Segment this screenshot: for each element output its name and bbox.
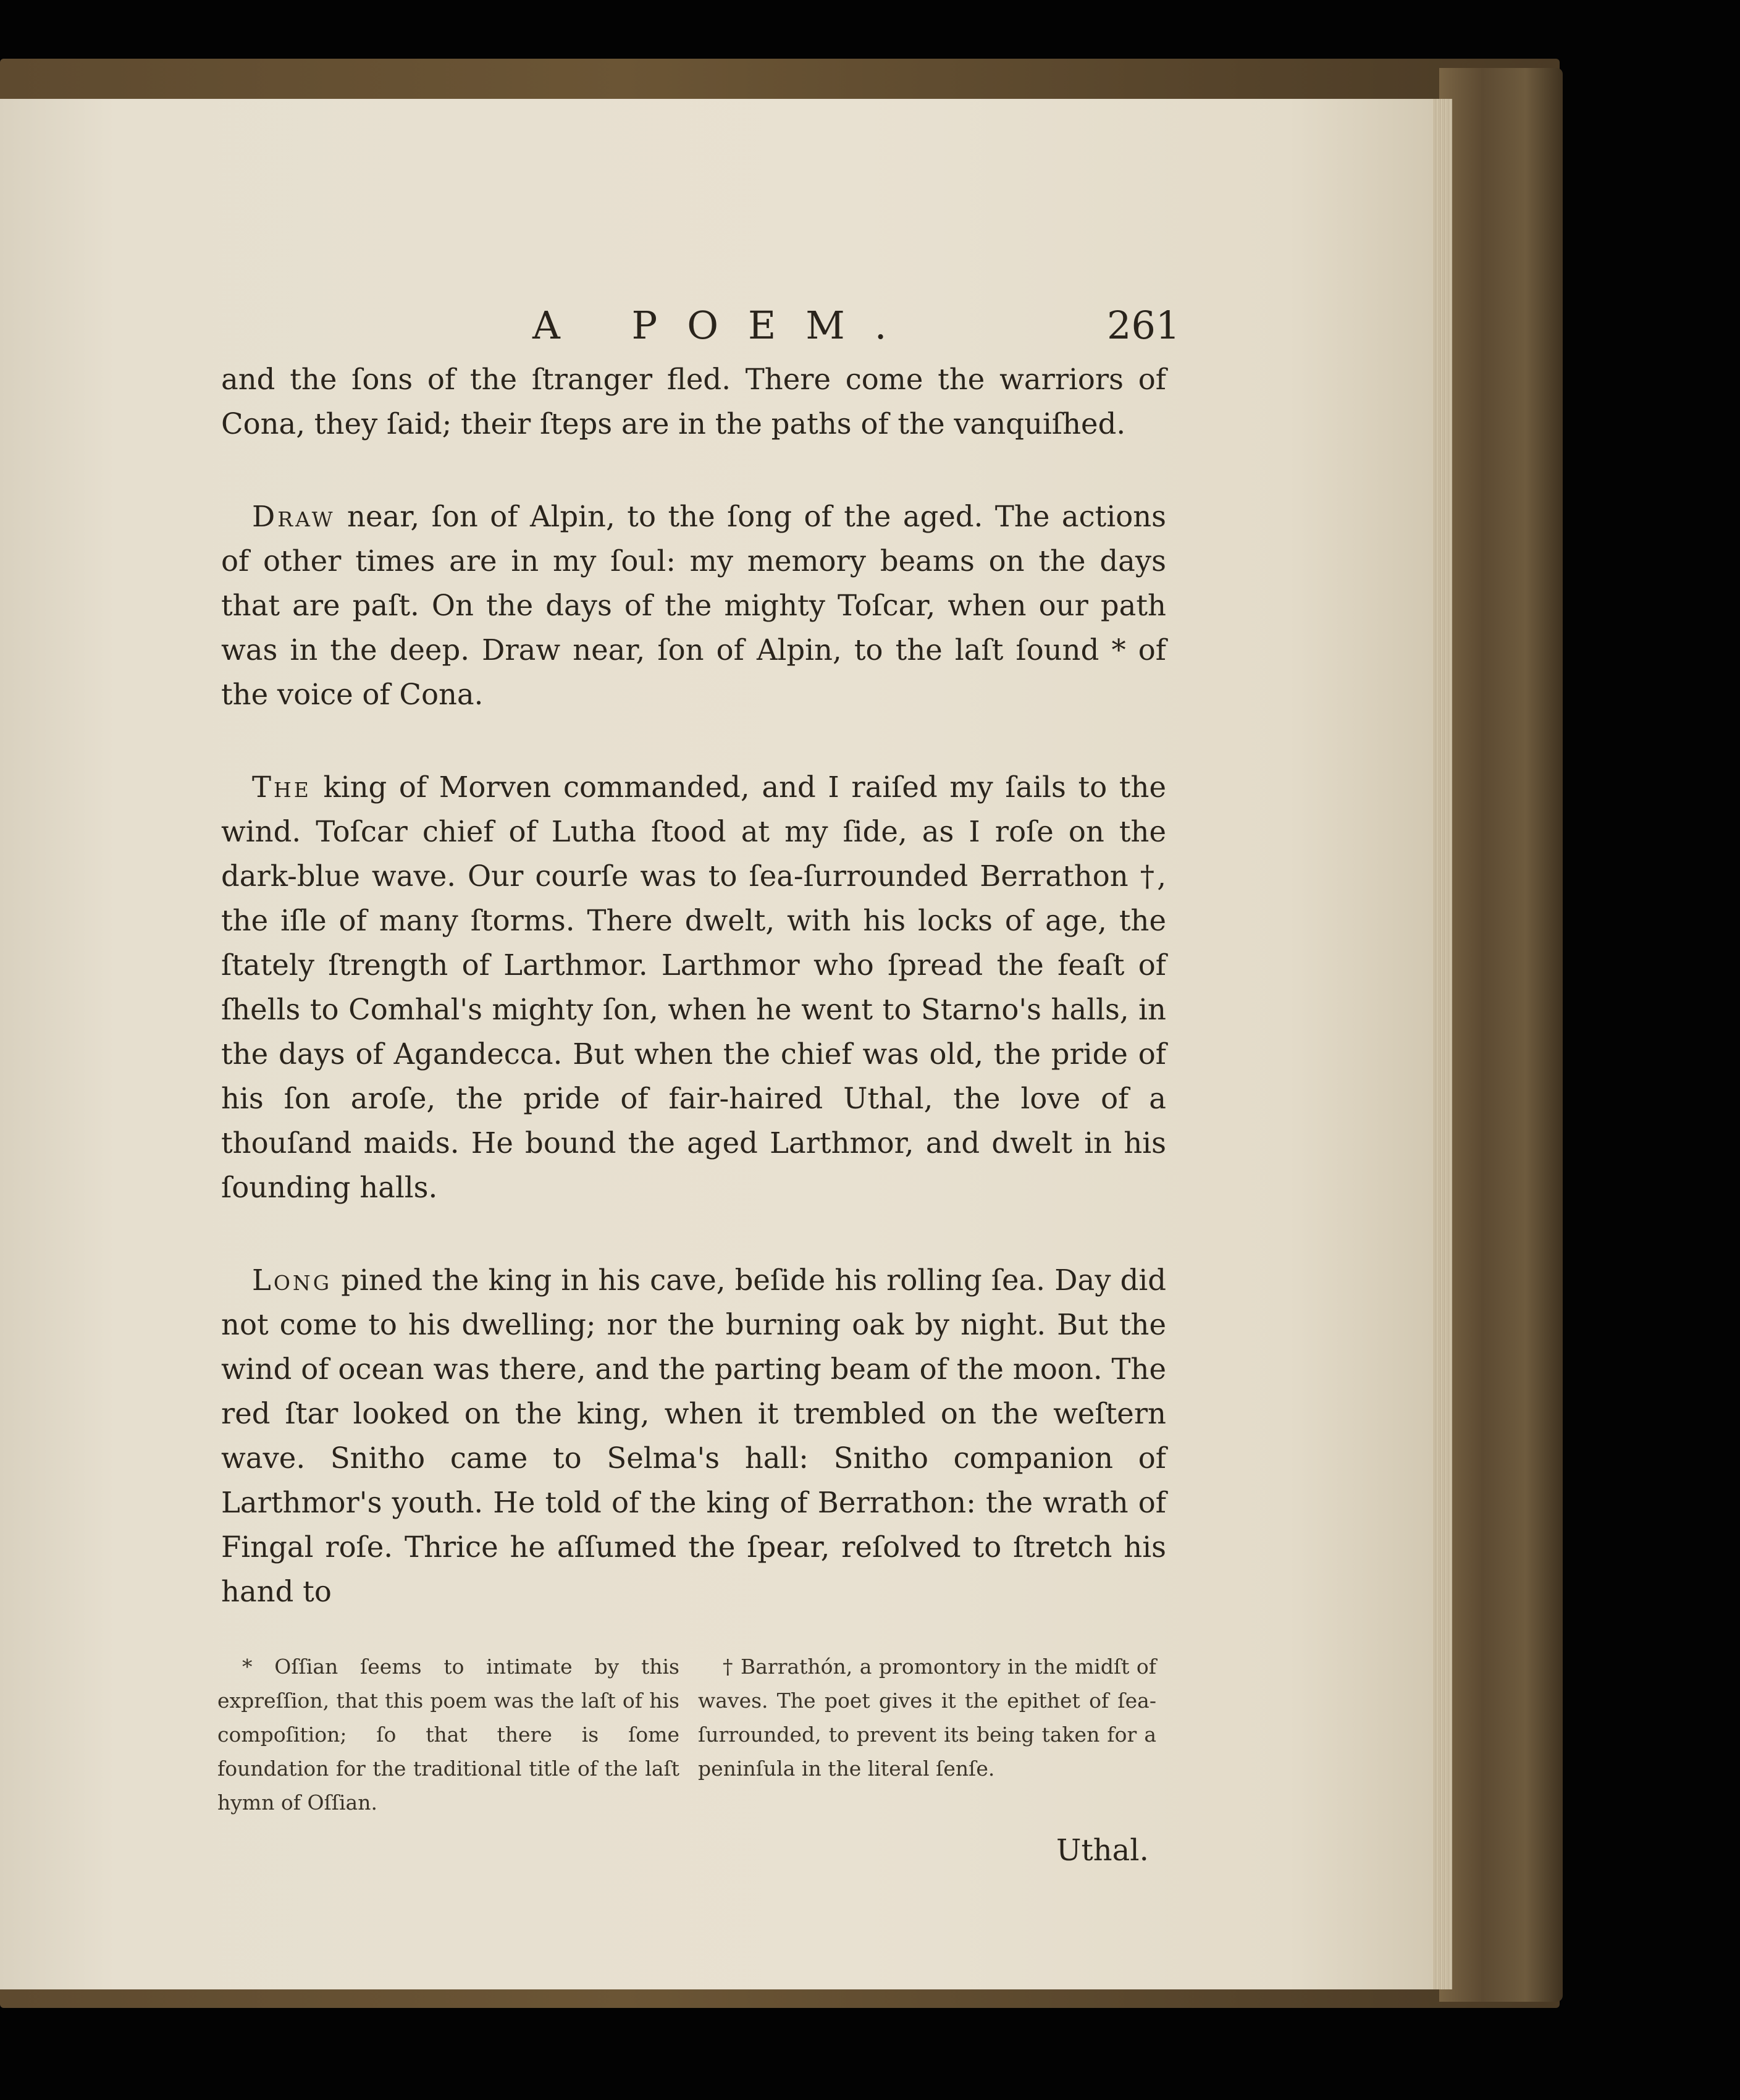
paragraph <box>221 1258 1166 1614</box>
paragraph-text: and the ſons of the ſtranger fled. There come the warriors of Cona, they ſaid; their ſteps are in the paths of the vanquiſhed. <box>221 363 1166 441</box>
paragraph <box>221 494 1166 717</box>
book-cover-edge <box>1439 68 1563 2002</box>
book-page <box>0 99 1433 1989</box>
page-edges <box>1430 99 1452 1989</box>
paragraph-text: near, ſon of Alpin, to the ſong of the aged. The actions of other times are in my ſoul: my memory beams on the days that are paſt. On the days of the mighty Toſcar, when our path was in the deep. Draw near, ſon of Alpin, to the laſt ſound * of the voice of Cona. <box>221 500 1166 711</box>
body-text <box>221 357 1166 1614</box>
paragraph-text: pined the king in his cave, beſide his rolling ſea. Day did not come to his dwelling; nor the burning oak by night. But the wind of ocean was there, and the parting beam of the moon. The red ſtar looked on the king, when it trembled on the weſtern wave. Snitho came to Selma's hall: Snitho companion of Larthmor's youth. He told of the king of Berrathon: the wrath of Fingal roſe. Thrice he aſſumed the ſpear, reſolved to ſtretch his hand to <box>221 1263 1166 1608</box>
footnote-right: † Barrathón, a promontory in the midſt of waves. The poet gives it the epithet of ſea-ſurrounded, to prevent its being taken for a peninſula in the literal ſenſe. <box>698 1655 1156 1781</box>
paragraph-lead: Long <box>252 1263 332 1297</box>
catchword: Uthal. <box>1056 1833 1149 1868</box>
page-number: 261 <box>1107 303 1180 348</box>
paragraph <box>221 357 1166 446</box>
footnotes <box>217 1650 1156 1847</box>
running-head-title: A POEM. <box>532 303 917 348</box>
footnote-left: * Oſſian ſeems to intimate by this expreſſion, that this poem was the laſt of his compoſition; ſo that there is ſome foundation for the traditional title of the laſt hymn of Oſſian. <box>217 1655 679 1815</box>
paragraph-lead: The <box>252 770 311 804</box>
paragraph-text: king of Morven commanded, and I raiſed my ſails to the wind. Toſcar chief of Lutha ſtood at my ſide, as I roſe on the dark-blue wave. Our courſe was to ſea-ſurrounded Berrathon †, the iſle of many ſtorms. There dwelt, with his locks of age, the ſtately ſtrength of Larthmor. Larthmor who ſpread the feaſt of ſhells to Comhal's mighty ſon, when he went to Starno's halls, in the days of Agandecca. But when the chief was old, the pride of his ſon aroſe, the pride of fair-haired Uthal, the love of a thouſand maids. He bound the aged Larthmor, and dwelt in his ſounding halls. <box>221 770 1166 1204</box>
running-head <box>0 298 1433 353</box>
paragraph-lead: Draw <box>252 500 335 533</box>
paragraph <box>221 765 1166 1210</box>
